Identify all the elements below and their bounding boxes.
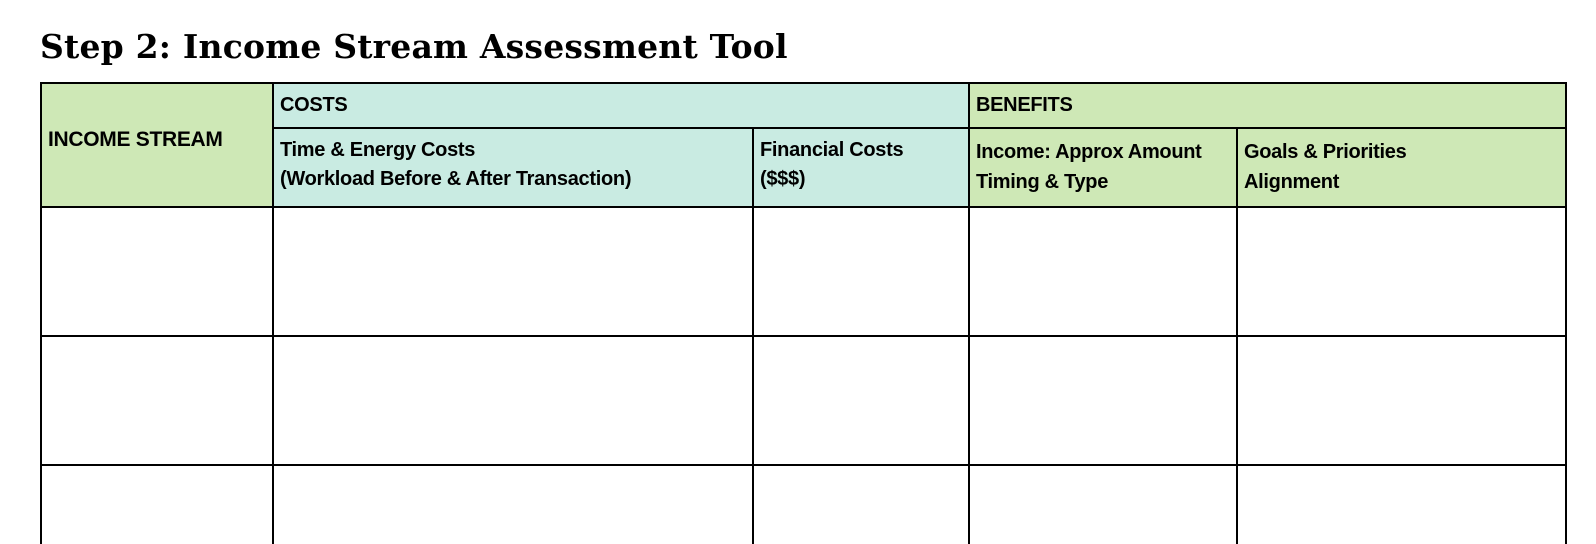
goals-priorities-label: Goals & Priorities (1244, 141, 1407, 163)
income-stream-cell[interactable] (41, 465, 273, 544)
income-amount-label: Income: Approx Amount (976, 141, 1202, 163)
time-energy-costs-cell[interactable] (273, 207, 753, 336)
time-energy-costs-header-cell (273, 128, 753, 207)
financial-costs-header-cell (753, 128, 969, 207)
table-row (41, 465, 1566, 544)
income-stream-cell[interactable] (41, 207, 273, 336)
time-energy-costs-cell[interactable] (273, 465, 753, 544)
alignment-label: Alignment (1244, 171, 1340, 193)
time-energy-costs-label: Time & Energy Costs (280, 139, 476, 161)
costs-header: COSTS (280, 94, 348, 116)
dollar-signs-label: ($$$) (760, 168, 806, 190)
financial-costs-cell[interactable] (753, 336, 969, 465)
income-amount-cell[interactable] (969, 465, 1237, 544)
income-amount-header-cell (969, 128, 1237, 207)
goals-alignment-cell[interactable] (1237, 207, 1566, 336)
timing-type-label: Timing & Type (976, 171, 1109, 193)
header-row-group (41, 83, 1566, 128)
income-amount-cell[interactable] (969, 207, 1237, 336)
income-stream-header: INCOME STREAM (48, 128, 223, 151)
financial-costs-cell[interactable] (753, 207, 969, 336)
benefits-header-cell (969, 83, 1566, 128)
income-stream-header-cell (41, 83, 273, 207)
financial-costs-cell[interactable] (753, 465, 969, 544)
table-row (41, 207, 1566, 336)
financial-costs-label: Financial Costs (760, 139, 904, 161)
income-stream-cell[interactable] (41, 336, 273, 465)
goals-priorities-header-cell (1237, 128, 1566, 207)
costs-header-cell (273, 83, 969, 128)
income-amount-cell[interactable] (969, 336, 1237, 465)
goals-alignment-cell[interactable] (1237, 336, 1566, 465)
document-title: Step 2: Income Stream Assessment Tool (40, 27, 788, 66)
goals-alignment-cell[interactable] (1237, 465, 1566, 544)
workload-label: (Workload Before & After Transaction) (280, 168, 632, 190)
benefits-header: BENEFITS (976, 94, 1073, 116)
table-row (41, 336, 1566, 465)
income-stream-assessment-table (40, 82, 1567, 544)
time-energy-costs-cell[interactable] (273, 336, 753, 465)
